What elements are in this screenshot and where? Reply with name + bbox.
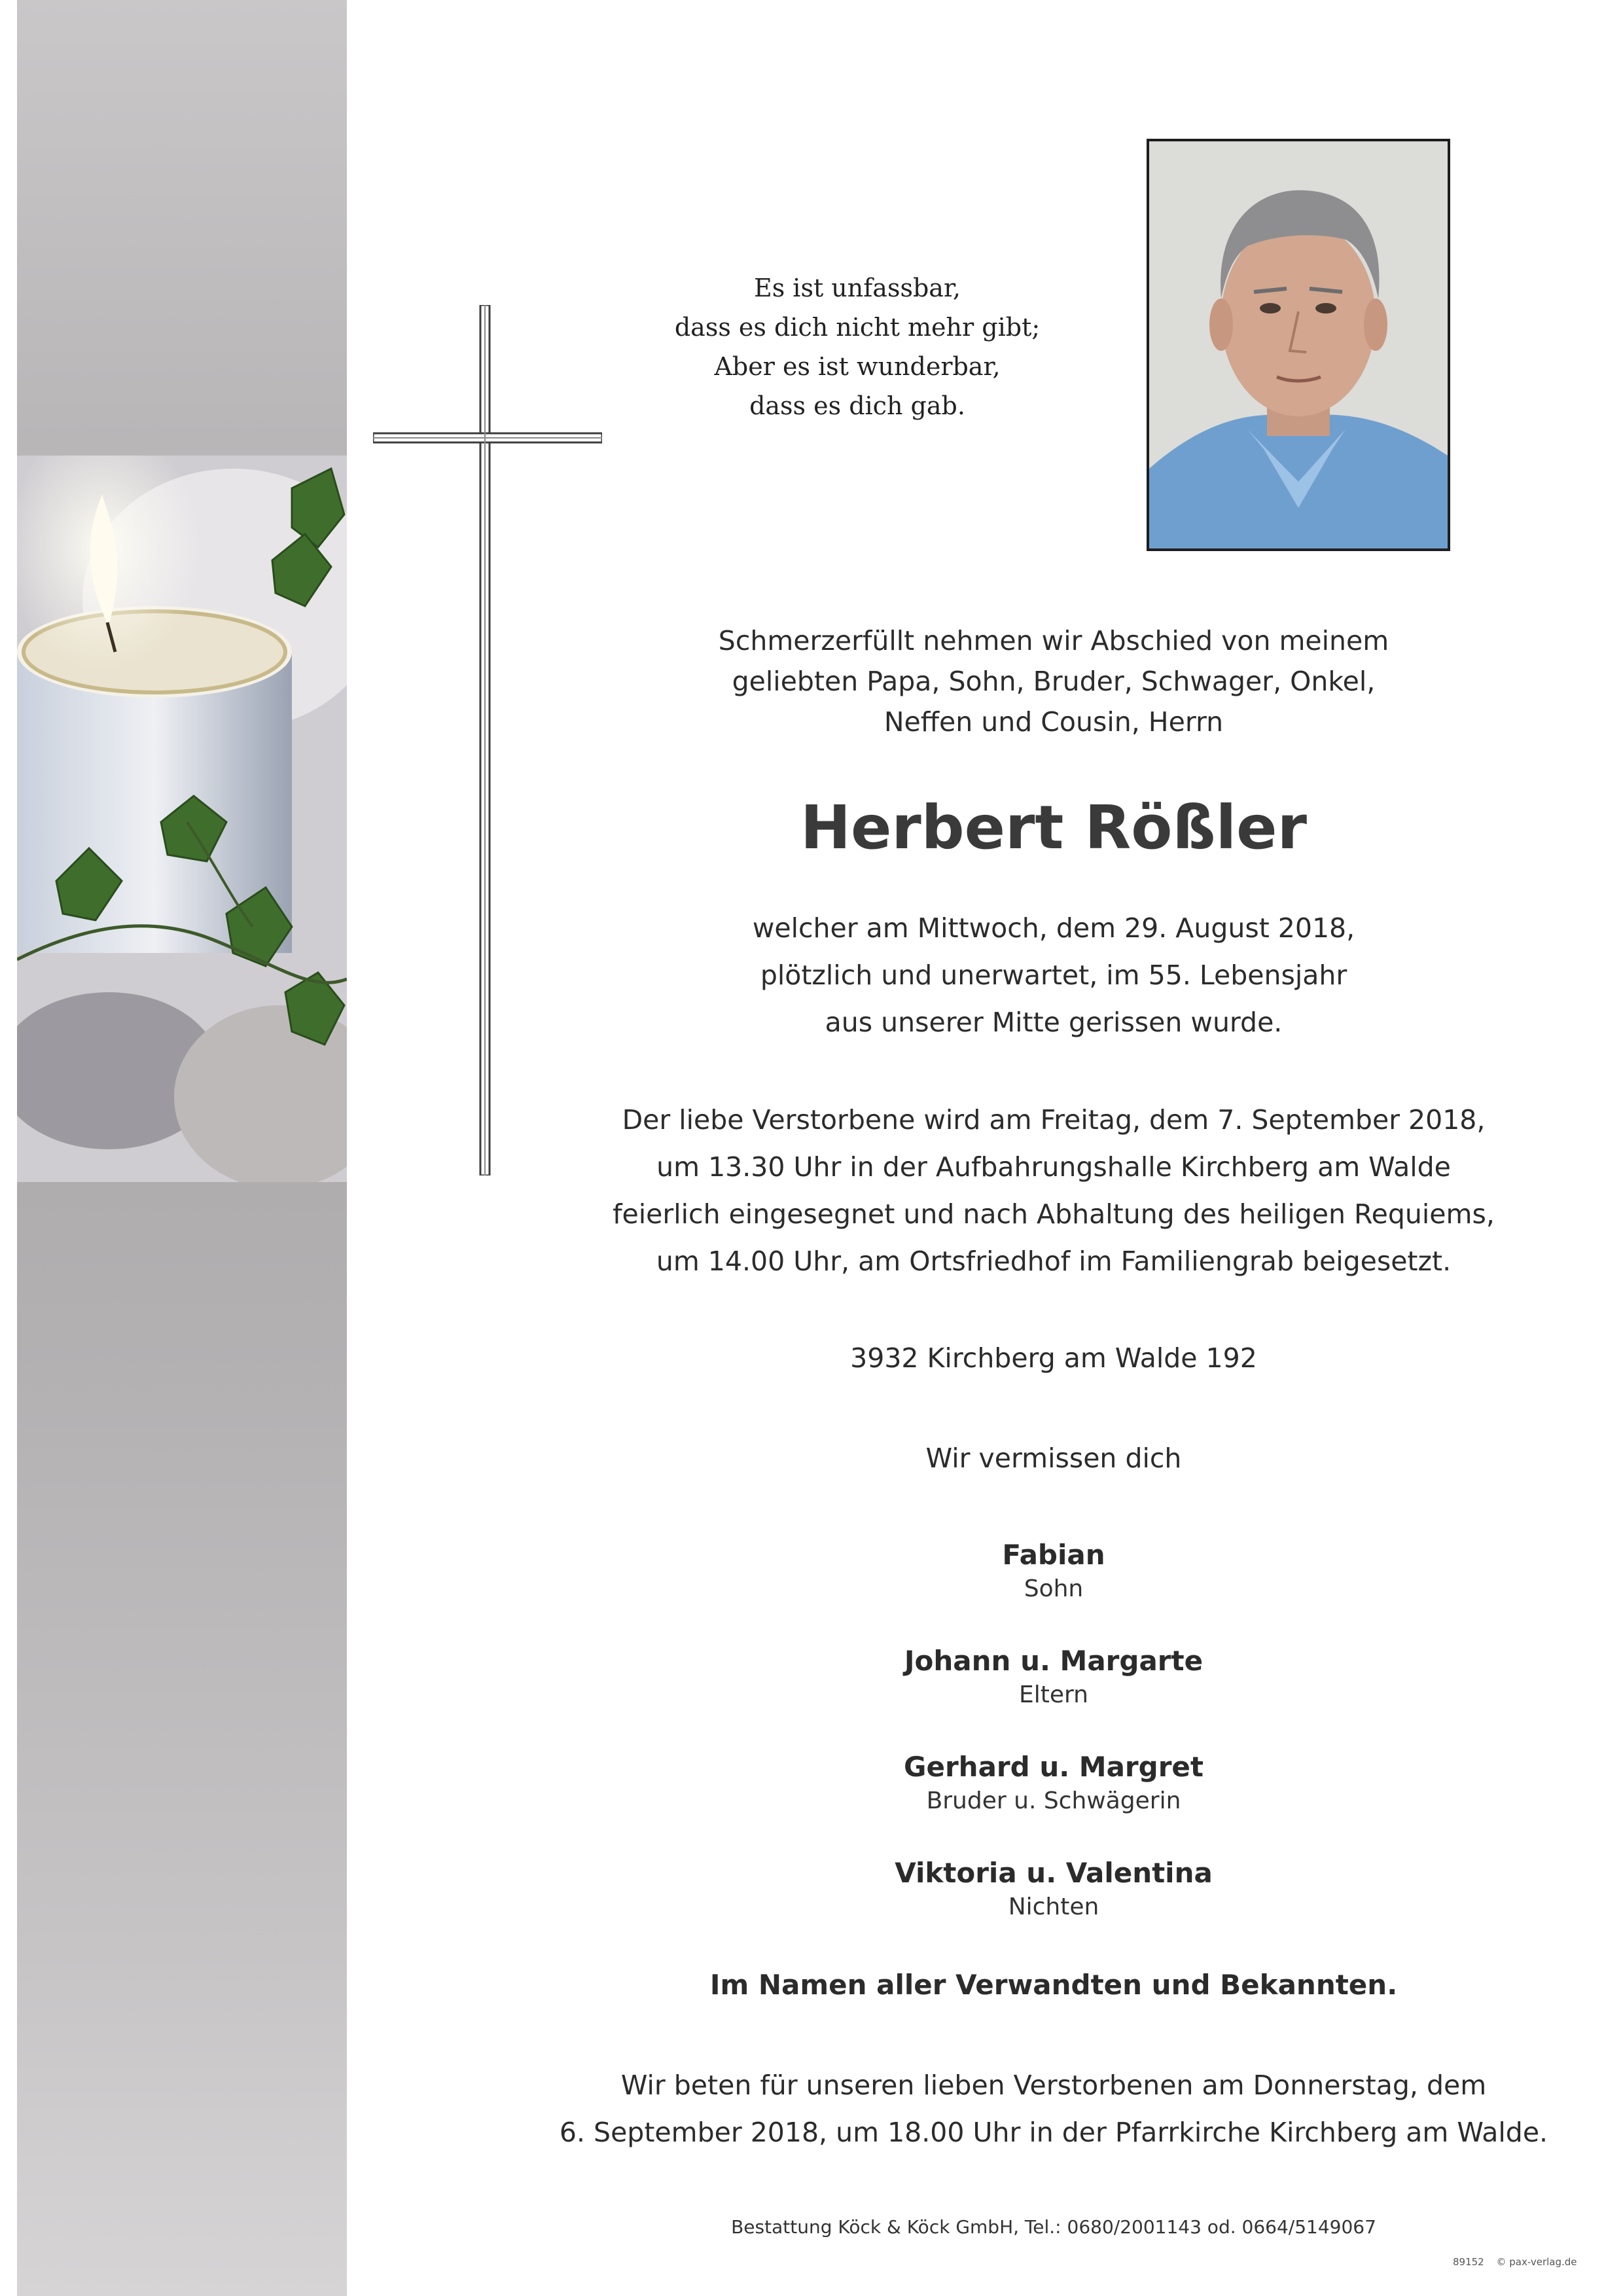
funeral-line: um 14.00 Uhr, am Ortsfriedhof im Familiengrab beigesetzt.	[656, 1246, 1452, 1277]
intro-line: geliebten Papa, Sohn, Bruder, Schwager, Onkel,	[732, 666, 1376, 697]
intro-line: Schmerzerfüllt nehmen wir Abschied von meinem	[718, 625, 1389, 656]
prayer-line: 6. September 2018, um 18.00 Uhr in der Pfarrkirche Kirchberg am Walde.	[559, 2117, 1548, 2148]
death-line: plötzlich und unerwartet, im 55. Lebensjahr	[760, 960, 1347, 991]
mourner-entry	[537, 1855, 1571, 1923]
death-line: aus unserer Mitte gerissen wurde.	[825, 1007, 1283, 1038]
print-code	[1453, 2255, 1610, 2269]
death-notice	[537, 905, 1571, 1046]
mourner-name: Johann u. Margarte	[904, 1645, 1204, 1677]
intro-line: Neffen und Cousin, Herrn	[883, 706, 1224, 738]
mourner-entry	[537, 1643, 1571, 1711]
verse-line: dass es dich nicht mehr gibt;	[674, 313, 1041, 342]
mourner-relation: Sohn	[1024, 1575, 1084, 1602]
mourner-relation: Eltern	[1019, 1681, 1088, 1708]
verse-line: dass es dich gab.	[749, 391, 965, 420]
verse-line: Es ist unfassbar,	[753, 274, 961, 302]
mourner-entry	[537, 1749, 1571, 1817]
portrait-photo	[1147, 139, 1450, 551]
funeral-line: Der liebe Verstorbene wird am Freitag, dem 7. September 2018,	[622, 1104, 1486, 1136]
death-line: welcher am Mittwoch, dem 29. August 2018,	[752, 912, 1355, 944]
family-address: 3932 Kirchberg am Walde 192	[850, 1342, 1257, 1374]
undertaker-contact: Bestattung Köck & Köck GmbH, Tel.: 0680/2001143 od. 0664/5149067	[731, 2216, 1376, 2238]
deceased-name: Herbert Rößler	[800, 793, 1307, 863]
mourner-relation: Nichten	[1008, 1893, 1099, 1920]
intro-text	[537, 620, 1571, 742]
funeral-line: feierlich eingesegnet und nach Abhaltung des heiligen Requiems,	[613, 1198, 1495, 1230]
mourner-relation: Bruder u. Schwägerin	[926, 1787, 1181, 1814]
funeral-line: um 13.30 Uhr in der Aufbahrungshalle Kirchberg am Walde	[656, 1151, 1451, 1183]
decorative-side-strip	[17, 0, 347, 2296]
funeral-details	[537, 1096, 1571, 1285]
mourner-name: Viktoria u. Valentina	[895, 1857, 1213, 1889]
portrait-image	[1149, 141, 1448, 548]
prayer-line: Wir beten für unseren lieben Verstorbenen am Donnerstag, dem	[620, 2070, 1487, 2101]
memorial-verse	[615, 268, 1099, 425]
publisher-mark: © pax-verlag.de	[1496, 2256, 1577, 2268]
candle-ivy-illustration	[17, 456, 347, 1182]
mourner-entry	[537, 1537, 1571, 1605]
verse-line: Aber es ist wunderbar,	[714, 352, 1001, 381]
closing-line: Im Namen aller Verwandten und Bekannten.	[709, 1969, 1398, 2001]
prayer-notice	[537, 2062, 1571, 2156]
mourner-name: Gerhard u. Margret	[904, 1751, 1204, 1783]
candle-ivy-image	[17, 456, 347, 1182]
miss-line: Wir vermissen dich	[925, 1443, 1182, 1474]
print-code-number: 89152	[1453, 2256, 1484, 2268]
mourner-name: Fabian	[1002, 1539, 1105, 1571]
